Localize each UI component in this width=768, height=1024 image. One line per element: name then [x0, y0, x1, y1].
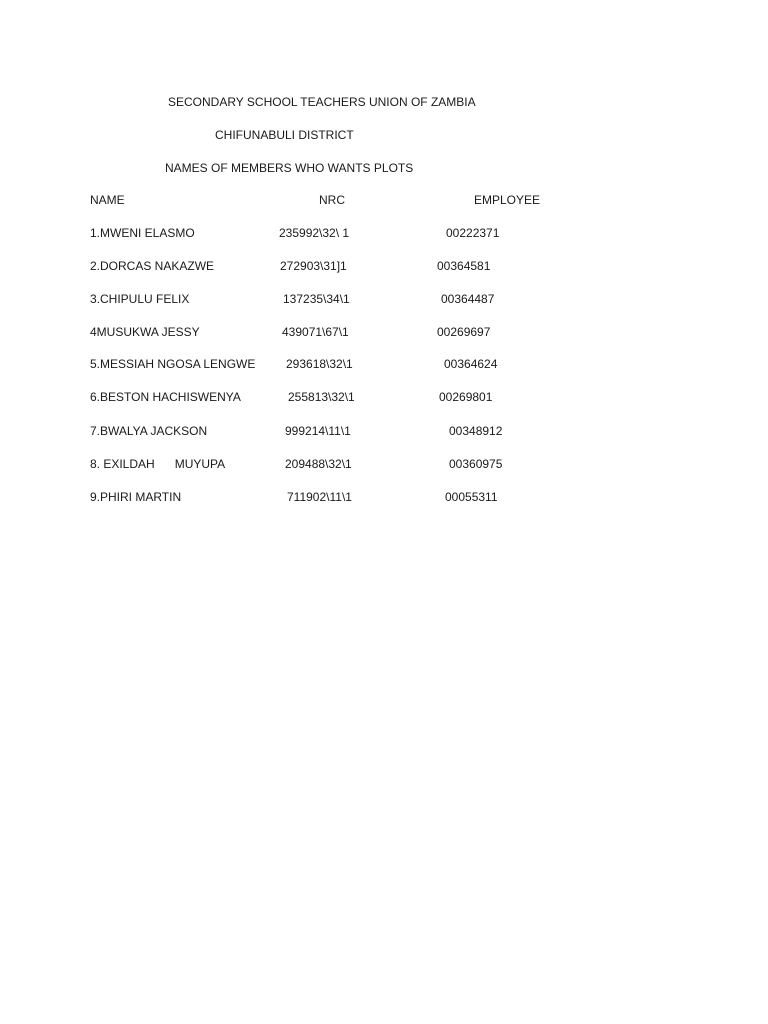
column-header-employee: EMPLOYEE: [474, 193, 541, 207]
member-employee-number: 00269697: [437, 325, 491, 339]
member-name: 2.DORCAS NAKAZWE: [90, 259, 215, 273]
member-nrc: 209488\32\1: [285, 457, 352, 471]
column-header-nrc: NRC: [319, 193, 345, 207]
member-nrc: 272903\31]1: [280, 259, 347, 273]
member-name: 4MUSUKWA JESSY: [90, 325, 200, 339]
member-employee-number: 00269801: [439, 390, 493, 404]
member-name: 7.BWALYA JACKSON: [90, 424, 208, 438]
member-nrc: 711902\11\1: [287, 490, 352, 504]
list-title: NAMES OF MEMBERS WHO WANTS PLOTS: [165, 161, 414, 175]
member-nrc: 235992\32\ 1: [279, 226, 350, 240]
member-employee-number: 00348912: [449, 424, 503, 438]
member-employee-number: 00055311: [445, 490, 498, 504]
member-nrc: 999214\11\1: [285, 424, 351, 438]
member-employee-number: 00222371: [446, 226, 500, 240]
member-employee-number: 00364581: [437, 259, 491, 273]
member-name: 6.BESTON HACHISWENYA: [90, 390, 241, 404]
member-name: 9.PHIRI MARTIN: [90, 490, 182, 504]
member-employee-number: 00364624: [444, 357, 498, 371]
member-name: 3.CHIPULU FELIX: [90, 292, 190, 306]
district-title: CHIFUNABULI DISTRICT: [215, 128, 354, 142]
member-name: 8. EXILDAH MUYUPA: [90, 457, 226, 471]
member-name: 5.MESSIAH NGOSA LENGWE: [90, 357, 256, 371]
member-nrc: 439071\67\1: [282, 325, 349, 339]
member-nrc: 137235\34\1: [283, 292, 350, 306]
member-name: 1.MWENI ELASMO: [90, 226, 195, 240]
member-employee-number: 00360975: [449, 457, 503, 471]
member-nrc: 293618\32\1: [286, 357, 353, 371]
union-title: SECONDARY SCHOOL TEACHERS UNION OF ZAMBIA: [168, 95, 476, 109]
member-nrc: 255813\32\1: [288, 390, 355, 404]
column-header-name: NAME: [90, 193, 125, 207]
member-employee-number: 00364487: [441, 292, 495, 306]
